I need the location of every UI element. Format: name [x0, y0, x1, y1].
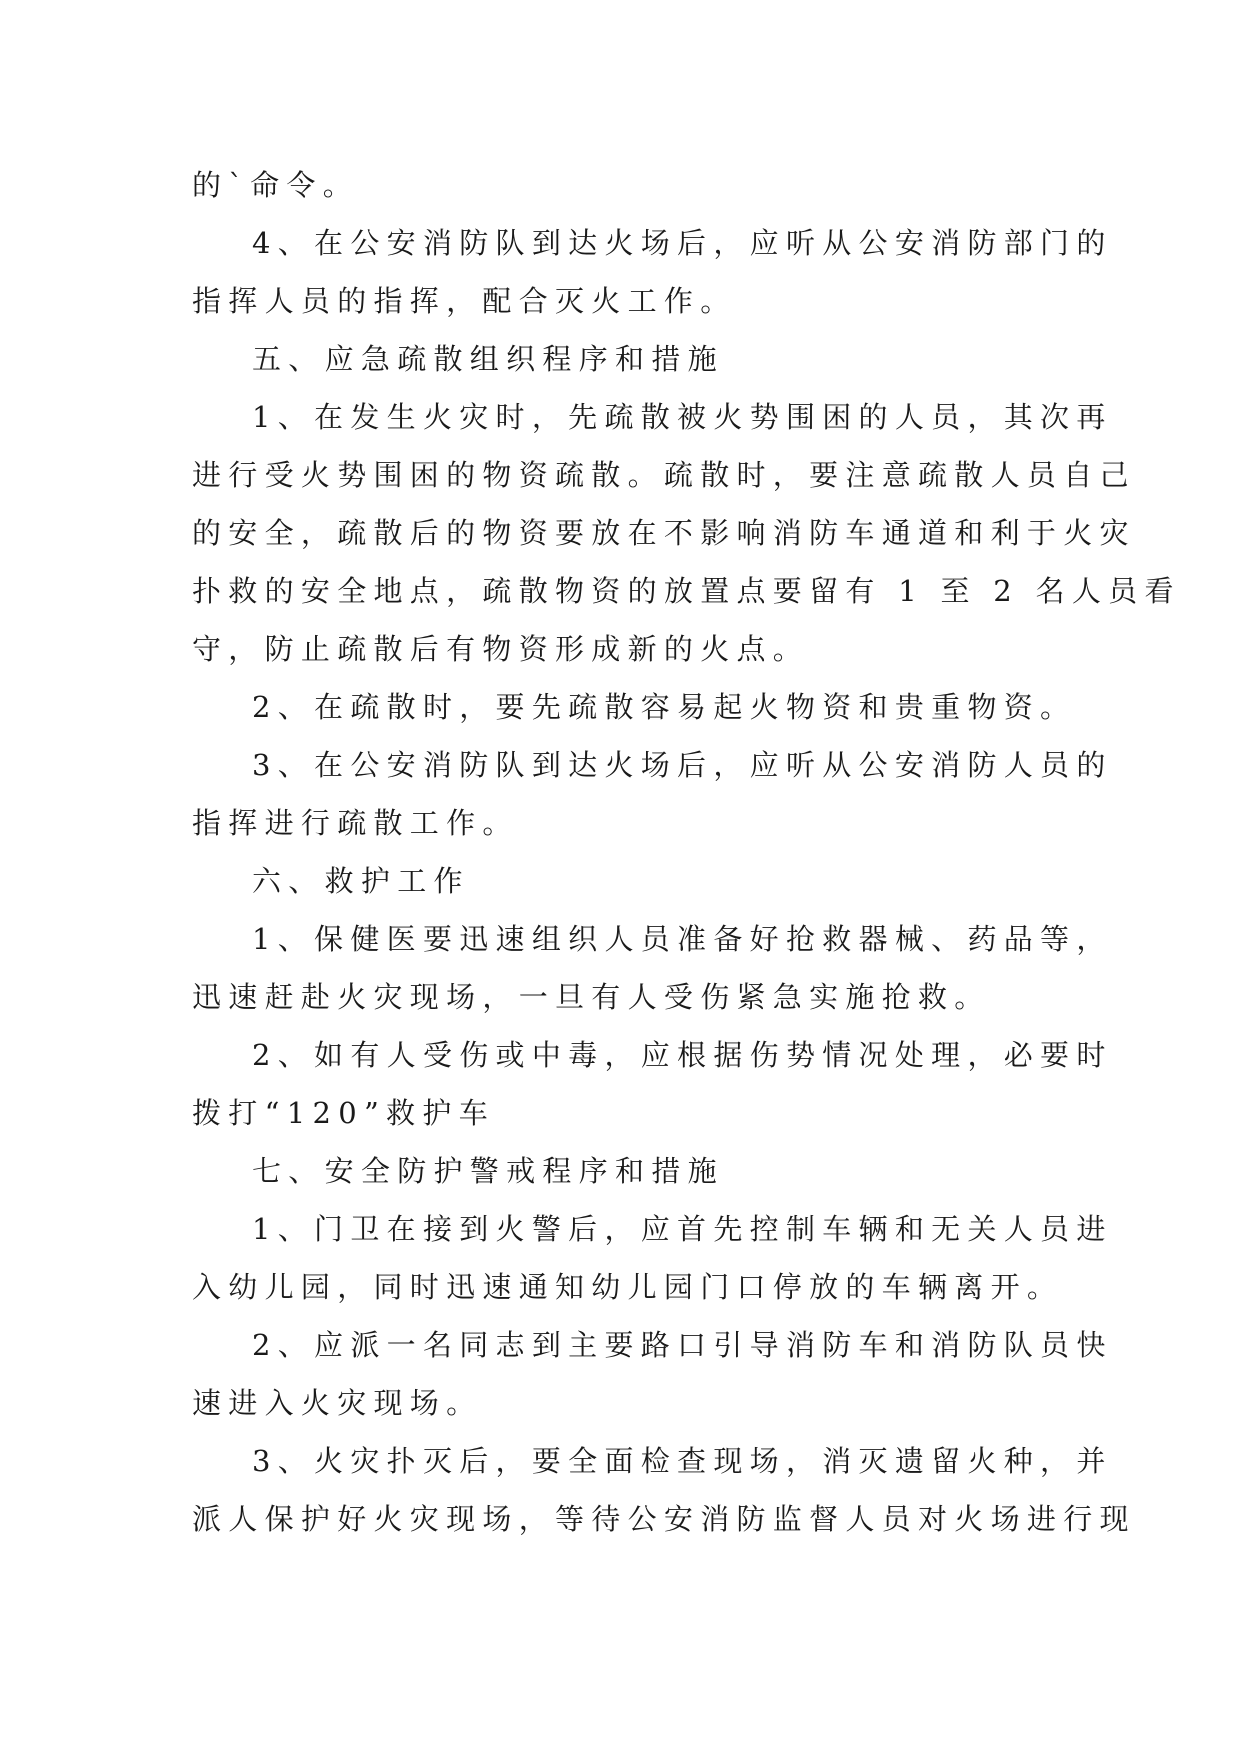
text-line: 扑救的安全地点，疏散物资的放置点要留有 1 至 2 名人员看: [192, 574, 1181, 608]
paragraph-line: 1、在发生火灾时，先疏散被火势围困的人员，其次再: [252, 400, 1113, 434]
paragraph-line: 2、在疏散时，要先疏散容易起火物资和贵重物资。: [252, 690, 1077, 724]
paragraph-line: 3、火灾扑灭后，要全面检查现场，消灭遗留火种，并: [252, 1444, 1113, 1478]
section-heading: 六、救护工作: [252, 864, 470, 898]
paragraph-line: 2、应派一名同志到主要路口引导消防车和消防队员快: [252, 1328, 1113, 1362]
text-line: 进行受火势围困的物资疏散。疏散时，要注意疏散人员自己: [192, 458, 1136, 492]
text-line: 的`命令。: [192, 168, 360, 202]
paragraph-line: 3、在公安消防队到达火场后，应听从公安消防人员的: [252, 748, 1113, 782]
text-line: 守，防止疏散后有物资形成新的火点。: [192, 632, 810, 666]
text-line: 的安全，疏散后的物资要放在不影响消防车通道和利于火灾: [192, 516, 1136, 550]
text-line: 指挥人员的指挥，配合灭火工作。: [192, 284, 737, 318]
text-line: 入幼儿园，同时迅速通知幼儿园门口停放的车辆离开。: [192, 1270, 1064, 1304]
paragraph-line: 4、在公安消防队到达火场后，应听从公安消防部门的: [252, 226, 1113, 260]
paragraph-line: 1、门卫在接到火警后，应首先控制车辆和无关人员进: [252, 1212, 1113, 1246]
document-body: [192, 156, 1181, 1548]
text-line: 迅速赶赴火灾现场，一旦有人受伤紧急实施抢救。: [192, 980, 991, 1014]
section-heading: 五、应急疏散组织程序和措施: [252, 342, 724, 376]
text-line: 速进入火灾现场。: [192, 1386, 483, 1420]
text-line: 派人保护好火灾现场，等待公安消防监督人员对火场进行现: [192, 1502, 1136, 1536]
text-line: 指挥进行疏散工作。: [192, 806, 519, 840]
paragraph-line: 1、保健医要迅速组织人员准备好抢救器械、药品等，: [252, 922, 1113, 956]
text-line: 拨打“120”救护车: [192, 1096, 496, 1130]
section-heading: 七、安全防护警戒程序和措施: [252, 1154, 724, 1188]
paragraph-line: 2、如有人受伤或中毒，应根据伤势情况处理，必要时: [252, 1038, 1113, 1072]
